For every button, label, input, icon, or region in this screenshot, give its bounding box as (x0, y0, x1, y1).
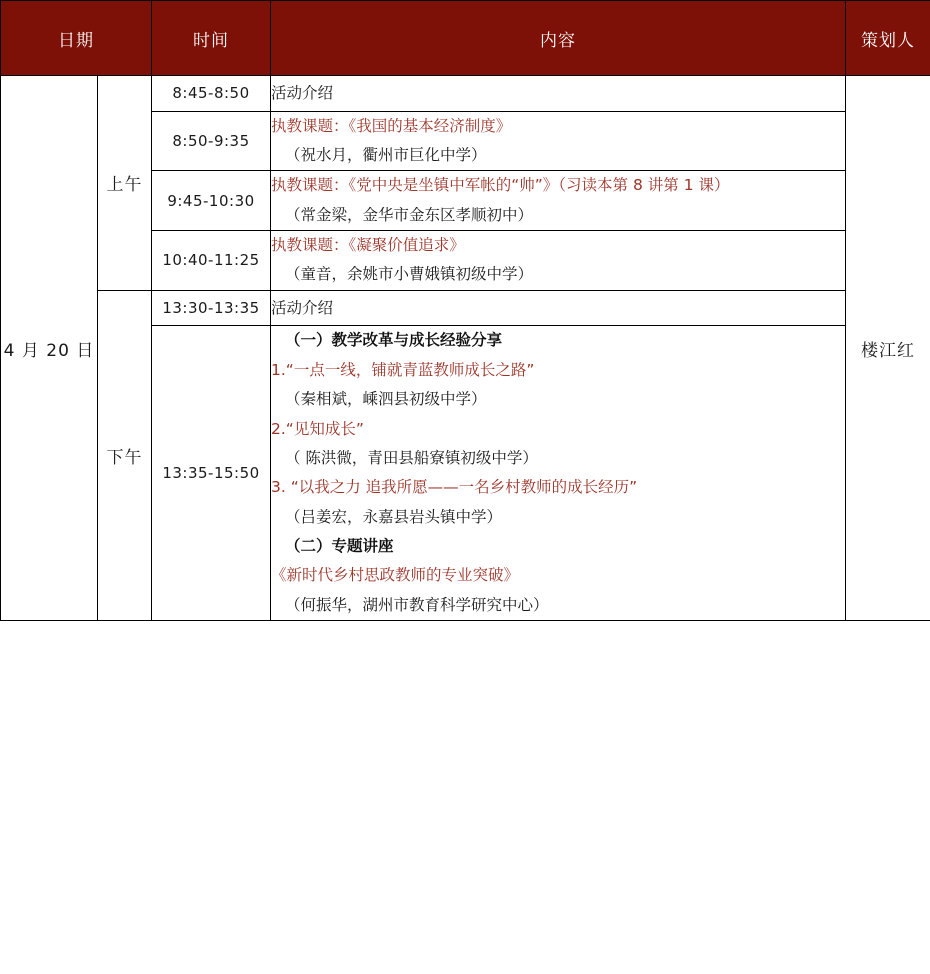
content-line: （童音，余姚市小曹娥镇初级中学） (285, 265, 534, 284)
content-line: 2.“见知成长” (271, 419, 364, 438)
cell-content (271, 76, 846, 112)
cell-date: 4 月 20 日 (1, 76, 98, 621)
content-line: （ 陈洪微，青田县船寮镇初级中学） (285, 448, 538, 467)
content-line: 活动介绍 (271, 298, 334, 317)
table-row (1, 76, 930, 112)
table-header (1, 1, 930, 76)
table-row (1, 290, 930, 326)
cell-time: 8:50-9:35 (152, 111, 271, 171)
content-line: （一）教学改革与成长经验分享 (285, 331, 503, 350)
cell-time: 13:30-13:35 (152, 290, 271, 326)
header-time: 时间 (152, 1, 271, 76)
cell-content (271, 326, 846, 621)
cell-content (271, 171, 846, 231)
cell-content (271, 290, 846, 326)
header-row (1, 1, 930, 76)
content-line: （吕姜宏，永嘉县岩头镇中学） (285, 507, 503, 526)
cell-content (271, 111, 846, 171)
content-line: 3. “以我之力 追我所愿——一名乡村教师的成长经历” (271, 478, 638, 497)
content-line: （二）专题讲座 (285, 537, 394, 556)
content-line: （祝水月，衢州市巨化中学） (285, 145, 487, 164)
content-line: （秦相斌，嵊泗县初级中学） (285, 390, 487, 409)
table-body (1, 76, 930, 621)
content-line: （常金梁，金华市金东区孝顺初中） (285, 205, 534, 224)
cell-period-afternoon: 下午 (98, 290, 152, 620)
content-line: 执教课题：《党中央是坐镇中军帐的“帅”》（习读本第 8 讲第 1 课） (271, 176, 730, 195)
cell-content (271, 231, 846, 291)
content-line: 执教课题：《凝聚价值追求》 (271, 236, 465, 255)
content-line: （何振华，湖州市教育科学研究中心） (285, 595, 549, 614)
cell-owner: 楼江红 (846, 76, 930, 621)
cell-time: 10:40-11:25 (152, 231, 271, 291)
cell-period-morning: 上午 (98, 76, 152, 291)
cell-time: 9:45-10:30 (152, 171, 271, 231)
cell-time: 8:45-8:50 (152, 76, 271, 112)
header-content: 内容 (271, 1, 846, 76)
cell-time: 13:35-15:50 (152, 326, 271, 621)
content-line: 《新时代乡村思政教师的专业突破》 (271, 566, 520, 585)
content-line: 活动介绍 (271, 84, 334, 102)
content-line: 执教课题：《我国的基本经济制度》 (271, 116, 512, 135)
header-date: 日期 (1, 1, 152, 76)
header-owner: 策划人 (846, 1, 930, 76)
content-line: 1.“一点一线，铺就青蓝教师成长之路” (271, 360, 535, 379)
